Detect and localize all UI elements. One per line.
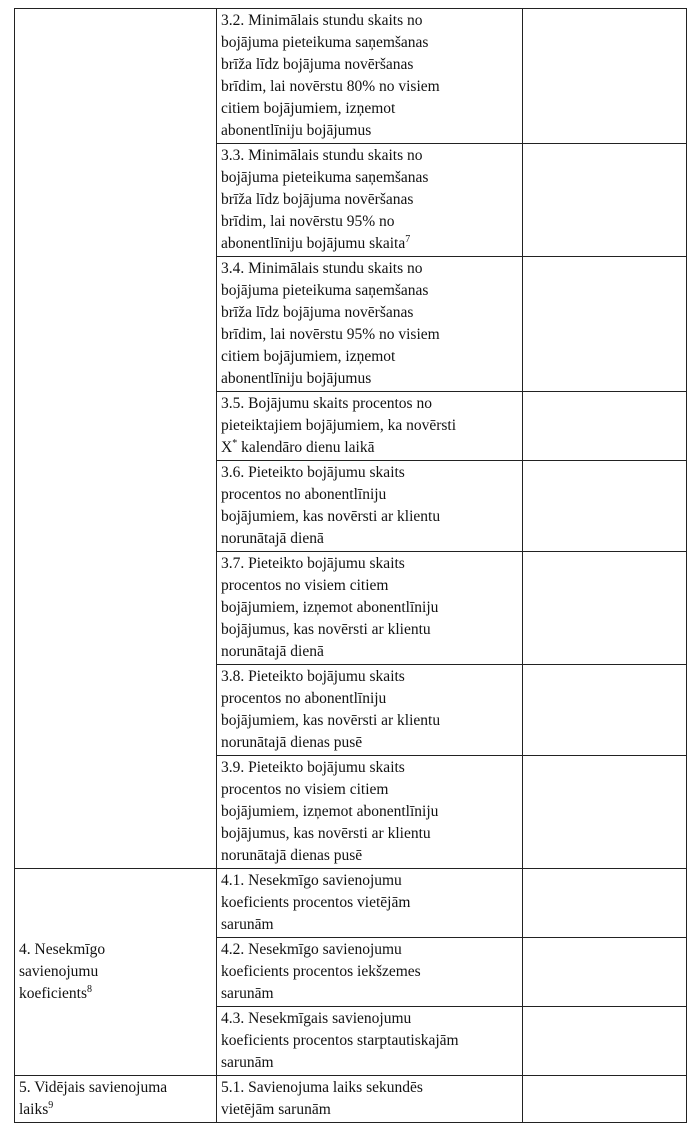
indicator-cell [217,665,523,756]
value-cell [523,938,687,1007]
value-cell [523,1076,687,1123]
text-line: brīža līdz bojājuma novēršanas [221,191,414,208]
value-cell [523,552,687,665]
category-line: 5. Vidējais savienojuma [19,1079,168,1096]
category-line: savienojumu [19,963,99,980]
text-line: brīdim, lai novērstu 95% no [221,213,395,230]
text-line: 3.2. Minimālais stundu skaits no [221,12,423,29]
table-row [15,1076,687,1123]
text-fragment: abonentlīniju bojājumu skaita [221,235,406,252]
text-line: abonentlīniju bojājumus [221,122,372,139]
indicator-cell [217,144,523,257]
text-line: 3.9. Pieteikto bojājumu skaits [221,759,405,776]
value-cell [523,665,687,756]
text-line: koeficients procentos vietējām [221,894,411,911]
text-line: bojājumiem, izņemot abonentlīniju [221,599,439,616]
value-cell [523,1007,687,1076]
table-row [15,869,687,938]
text-line: 3.6. Pieteikto bojājumu skaits [221,464,405,481]
text-line: 4.3. Nesekmīgais savienojumu [221,1010,412,1027]
text-fragment: X [221,439,233,456]
text-line: sarunām [221,1054,274,1071]
indicator-cell [217,552,523,665]
category-line [19,983,212,1005]
text-line: sarunām [221,985,274,1002]
text-line: procentos no visiem citiem [221,781,389,798]
text-line: 5.1. Savienojuma laiks sekundēs [221,1079,423,1096]
text-line: bojājumiem, kas novērsti ar klientu [221,508,441,525]
text-line: 3.5. Bojājumu skaits procentos no [221,395,432,412]
value-cell [523,257,687,392]
text-line: koeficients procentos starptautiskajām [221,1032,459,1049]
text-line: brīdim, lai novērstu 80% no visiem [221,78,440,95]
text-line: bojājuma pieteikuma saņemšanas [221,169,429,186]
value-cell [523,869,687,938]
text-line: procentos no visiem citiem [221,577,389,594]
text-line: procentos no abonentlīniju [221,486,387,503]
indicator-cell [217,461,523,552]
value-cell [523,461,687,552]
text-line: 4.1. Nesekmīgo savienojumu [221,872,402,889]
indicator-cell [217,257,523,392]
indicator-cell [217,392,523,461]
text-fragment: kalendāro dienu laikā [237,439,375,456]
category-line: 4. Nesekmīgo [19,941,106,958]
text-line: norunātajā dienā [221,530,324,547]
text-line: brīža līdz bojājuma novēršanas [221,304,414,321]
text-line: norunātajā dienā [221,643,324,660]
indicator-table [14,8,687,1123]
text-line: 3.4. Minimālais stundu skaits no [221,260,423,277]
value-cell [523,392,687,461]
text-line: 3.8. Pieteikto bojājumu skaits [221,668,405,685]
text-line: citiem bojājumiem, izņemot [221,348,396,365]
text-fragment: laiks [19,1101,49,1118]
text-line: brīdim, lai novērstu 95% no visiem [221,326,440,343]
footnote-marker: 7 [405,233,411,245]
footnote-marker: * [232,437,238,449]
text-line [221,233,518,255]
table-row [15,9,687,144]
indicator-cell [217,1007,523,1076]
text-line: bojājumus, kas novērsti ar klientu [221,825,431,842]
text-line: 3.7. Pieteikto bojājumu skaits [221,555,405,572]
text-line: koeficients procentos iekšzemes [221,963,421,980]
indicator-cell [217,1076,523,1123]
text-line: 3.3. Minimālais stundu skaits no [221,147,423,164]
text-line: citiem bojājumiem, izņemot [221,100,396,117]
indicator-cell [217,9,523,144]
category-cell-group5 [15,1076,217,1123]
text-line: bojājumiem, izņemot abonentlīniju [221,803,439,820]
category-cell-group3 [15,9,217,869]
indicator-cell [217,756,523,869]
footnote-marker: 8 [87,983,93,995]
value-cell [523,756,687,869]
text-line: brīža līdz bojājuma novēršanas [221,56,414,73]
text-line: bojājumus, kas novērsti ar klientu [221,621,431,638]
text-line: bojājuma pieteikuma saņemšanas [221,282,429,299]
text-fragment: koeficients [19,985,88,1002]
text-line: norunātajā dienas pusē [221,734,363,751]
footnote-marker: 9 [48,1099,54,1111]
text-line: procentos no abonentlīniju [221,690,387,707]
indicator-cell [217,938,523,1007]
text-line [221,437,518,459]
text-line: vietējām sarunām [221,1101,331,1118]
text-line: 4.2. Nesekmīgo savienojumu [221,941,402,958]
value-cell [523,9,687,144]
indicator-cell [217,869,523,938]
text-line: sarunām [221,916,274,933]
text-line: pieteiktajiem bojājumiem, ka novērsti [221,417,457,434]
category-cell-group4 [15,869,217,1076]
text-line: bojājumiem, kas novērsti ar klientu [221,712,441,729]
text-line: norunātajā dienas pusē [221,847,363,864]
text-line: abonentlīniju bojājumus [221,370,372,387]
category-line [19,1099,212,1121]
value-cell [523,144,687,257]
text-line: bojājuma pieteikuma saņemšanas [221,34,429,51]
